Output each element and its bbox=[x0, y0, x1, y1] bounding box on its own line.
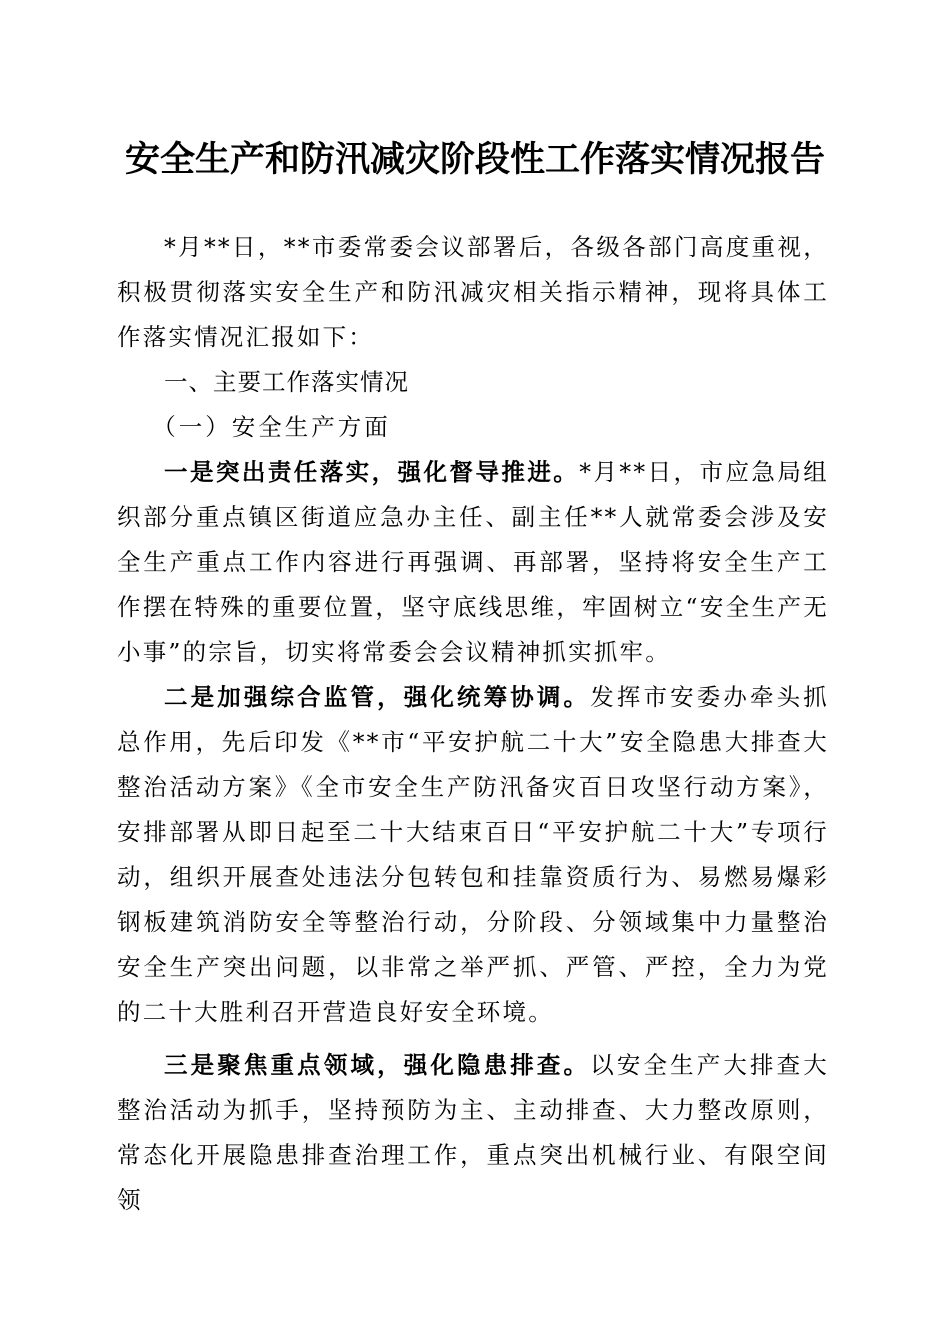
paragraph-3-lead: 三是聚焦重点领域，强化隐患排查。 bbox=[164, 1051, 591, 1079]
document-body bbox=[117, 225, 829, 1223]
paragraph-1-lead: 一是突出责任落实，强化督导推进。 bbox=[164, 458, 580, 486]
paragraph-2 bbox=[117, 675, 829, 1035]
paragraph-1 bbox=[117, 450, 829, 675]
paragraph-3-body: 以安全生产大排查大整治活动为抓手，坚持预防为主、主动排查、大力整改原则，常态化开展隐患排查治理工作，重点突出机械行业、有限空间领 bbox=[117, 1051, 829, 1214]
subsection-heading: （一）安全生产方面 bbox=[152, 413, 391, 441]
paragraph-gap bbox=[117, 1035, 829, 1043]
paragraph-2-body: 发挥市安委办牵头抓总作用，先后印发《**市“平安护航二十大”安全隐患大排查大整治活动方案》《全市安全生产防汛备灾百日攻坚行动方案》，安排部署从即日起至二十大结束百日“平安护航二十大”专项行动，组织开展查处违法分包转包和挂靠资质行为、易燃易爆彩钢板建筑消防安全等整治行动，分阶段、分领域集中力量整治安全生产突出问题，以非常之举严抓、严管、严控，全力为党的二十大胜利召开营造良好安全环境。 bbox=[117, 683, 829, 1026]
paragraph-1-body: *月**日，市应急局组织部分重点镇区街道应急办主任、副主任**人就常委会涉及安全生产重点工作内容进行再强调、再部署，坚持将安全生产工作摆在特殊的重要位置，坚守底线思维，牢固树立“安全生产无小事”的宗旨，切实将常委会会议精神抓实抓牢。 bbox=[117, 458, 829, 666]
intro-paragraph: *月**日，**市委常委会议部署后，各级各部门高度重视，积极贯彻落实安全生产和防汛减灾相关指示精神，现将具体工作落实情况汇报如下： bbox=[117, 233, 829, 351]
document-title: 安全生产和防汛减灾阶段性工作落实情况报告 bbox=[124, 139, 825, 180]
paragraph-3 bbox=[117, 1043, 829, 1223]
section-heading: 一、主要工作落实情况 bbox=[164, 368, 409, 396]
paragraph-2-lead: 二是加强综合监管，强化统筹协调。 bbox=[164, 683, 591, 711]
